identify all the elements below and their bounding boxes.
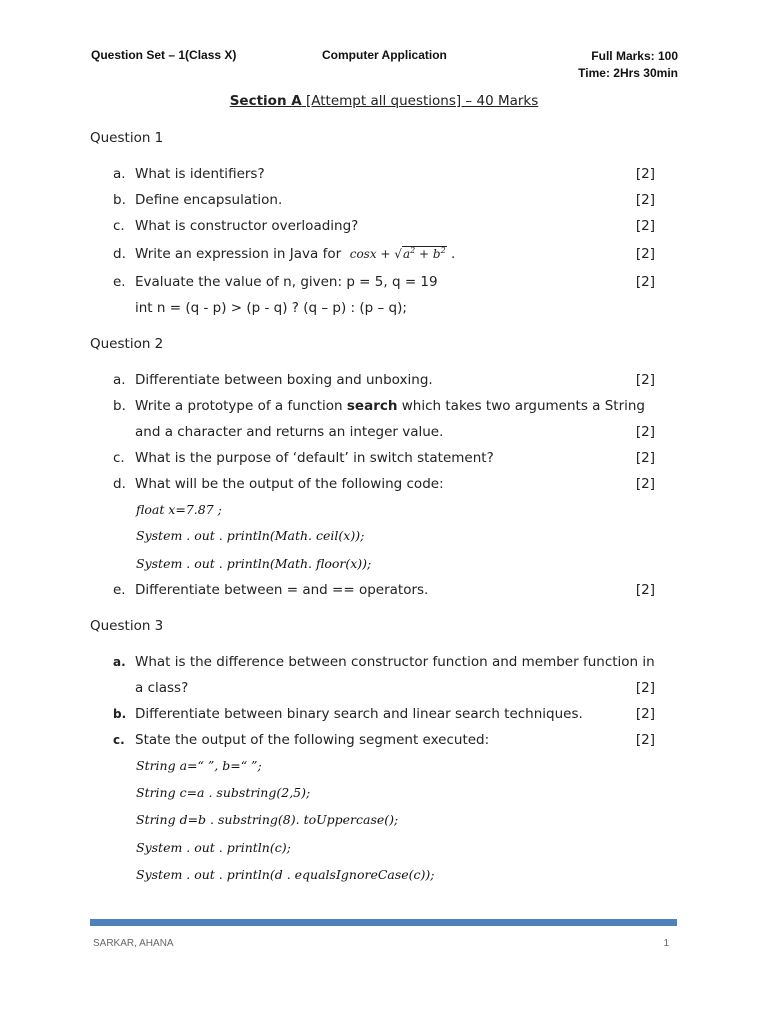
q1-a-text: What is identifiers?	[135, 166, 265, 182]
q2-b-marks: [2]	[635, 424, 655, 440]
q2-b-pre: Write a prototype of a function	[135, 398, 347, 414]
expr-b: b	[432, 247, 441, 261]
q1-e-marks: [2]	[635, 274, 655, 290]
q2-d-code-line-1: float x=7.87 ;	[136, 502, 222, 517]
q3-b-text: Differentiate between binary search and linear search techniques.	[135, 706, 583, 722]
q2-item-e	[113, 582, 655, 600]
footer-author: SARKAR, AHANA	[93, 938, 174, 949]
q3-item-b	[113, 706, 655, 724]
q3-b-label: b.	[113, 707, 127, 721]
question-1-heading: Question 1	[90, 130, 164, 146]
q1-b-text: Define encapsulation.	[135, 192, 283, 208]
q1-b-label: b.	[113, 192, 126, 208]
expr-end: .	[446, 246, 456, 262]
footer-divider	[90, 919, 677, 926]
q1-a-label: a.	[113, 166, 126, 182]
q2-a-text: Differentiate between boxing and unboxing.	[135, 372, 433, 388]
q2-item-a	[113, 372, 655, 390]
q2-item-d	[113, 476, 655, 494]
header-left: Question Set – 1(Class X)	[91, 48, 237, 62]
q1-item-d	[113, 246, 655, 264]
q2-e-label: e.	[113, 582, 126, 598]
q3-c-code-line-5: System . out . println(d . equalsIgnoreCase(c));	[136, 867, 435, 882]
time-limit: Time: 2Hrs 30min	[578, 66, 678, 80]
section-title	[0, 93, 768, 109]
q1-c-label: c.	[113, 218, 125, 234]
q3-a-text: What is the difference between constructor function and member function in	[135, 654, 655, 670]
q1-d-marks: [2]	[635, 246, 655, 262]
q2-item-b	[113, 398, 673, 416]
q1-b-marks: [2]	[635, 192, 655, 208]
q3-b-marks: [2]	[635, 706, 655, 722]
q2-d-code-line-2: System . out . println(Math. ceil(x));	[136, 528, 365, 543]
q2-d-code-line-3: System . out . println(Math. floor(x));	[136, 556, 372, 571]
q2-c-label: c.	[113, 450, 125, 466]
q1-e-text: Evaluate the value of n, given: p = 5, q = 19	[135, 274, 438, 290]
q2-a-marks: [2]	[635, 372, 655, 388]
q2-b-text	[135, 398, 645, 414]
expr-cos: cosx	[349, 247, 377, 261]
q2-b-label: b.	[113, 398, 126, 414]
q2-a-label: a.	[113, 372, 126, 388]
page-number: 1	[663, 938, 669, 949]
q2-c-marks: [2]	[635, 450, 655, 466]
q1-d-text	[135, 246, 455, 262]
q1-item-c	[113, 218, 655, 236]
q1-e-label: e.	[113, 274, 126, 290]
q3-a-label: a.	[113, 655, 126, 669]
q2-c-text: What is the purpose of ‘default’ in switch statement?	[135, 450, 494, 466]
section-name: Section A	[229, 93, 302, 109]
q2-b-post: which takes two arguments a String	[397, 398, 645, 414]
q1-d-label: d.	[113, 246, 126, 262]
q3-c-label: c.	[113, 733, 125, 747]
q3-item-c	[113, 732, 655, 750]
q1-item-b	[113, 192, 655, 210]
q1-d-intro: Write an expression in Java for	[135, 246, 342, 262]
expr-plus: +	[376, 247, 395, 261]
question-3-heading: Question 3	[90, 618, 164, 634]
q3-c-code-line-2: String c=a . substring(2,5);	[136, 785, 311, 800]
q2-d-label: d.	[113, 476, 126, 492]
q2-e-marks: [2]	[635, 582, 655, 598]
q1-a-marks: [2]	[635, 166, 655, 182]
q2-item-c	[113, 450, 655, 468]
expr-a: a	[402, 247, 411, 261]
q1-c-text: What is constructor overloading?	[135, 218, 359, 234]
java-expression: $\cos x + √a^2 + b^2$	[349, 246, 446, 261]
full-marks: Full Marks: 100	[591, 49, 678, 63]
expr-a-exp: 2	[410, 246, 416, 255]
q3-item-a	[113, 654, 673, 672]
header-subject: Computer Application	[322, 48, 447, 62]
expr-b-exp: 2	[440, 246, 446, 255]
q1-e-expression: int n = (q - p) > (p - q) ? (q – p) : (p – q);	[135, 300, 407, 316]
q2-d-marks: [2]	[635, 476, 655, 492]
q3-item-a-cont	[113, 680, 655, 698]
q2-b-function-name: search	[346, 398, 398, 414]
q2-b-line2: and a character and returns an integer value.	[135, 424, 444, 440]
q3-c-marks: [2]	[635, 732, 655, 748]
header-right	[578, 48, 678, 82]
q1-item-a	[113, 166, 655, 184]
q3-c-text: State the output of the following segment executed:	[135, 732, 490, 748]
expr-plus2: +	[415, 247, 433, 261]
sqrt-radicand	[402, 246, 447, 261]
q3-a-line2: a class?	[135, 680, 189, 696]
q1-item-e	[113, 274, 655, 292]
q3-c-code-line-4: System . out . println(c);	[136, 840, 291, 855]
q2-d-text: What will be the output of the following code:	[135, 476, 444, 492]
q2-e-text: Differentiate between = and == operators.	[135, 582, 429, 598]
q3-c-code-line-1: String a=“ ”, b=“ ”;	[136, 758, 262, 773]
q3-a-marks: [2]	[635, 680, 655, 696]
q1-c-marks: [2]	[635, 218, 655, 234]
q2-item-b-cont	[113, 424, 655, 442]
section-instructions: [Attempt all questions] – 40 Marks	[301, 93, 539, 109]
q3-c-code-line-3: String d=b . substring(8). toUppercase();	[136, 812, 399, 827]
question-2-heading: Question 2	[90, 336, 164, 352]
